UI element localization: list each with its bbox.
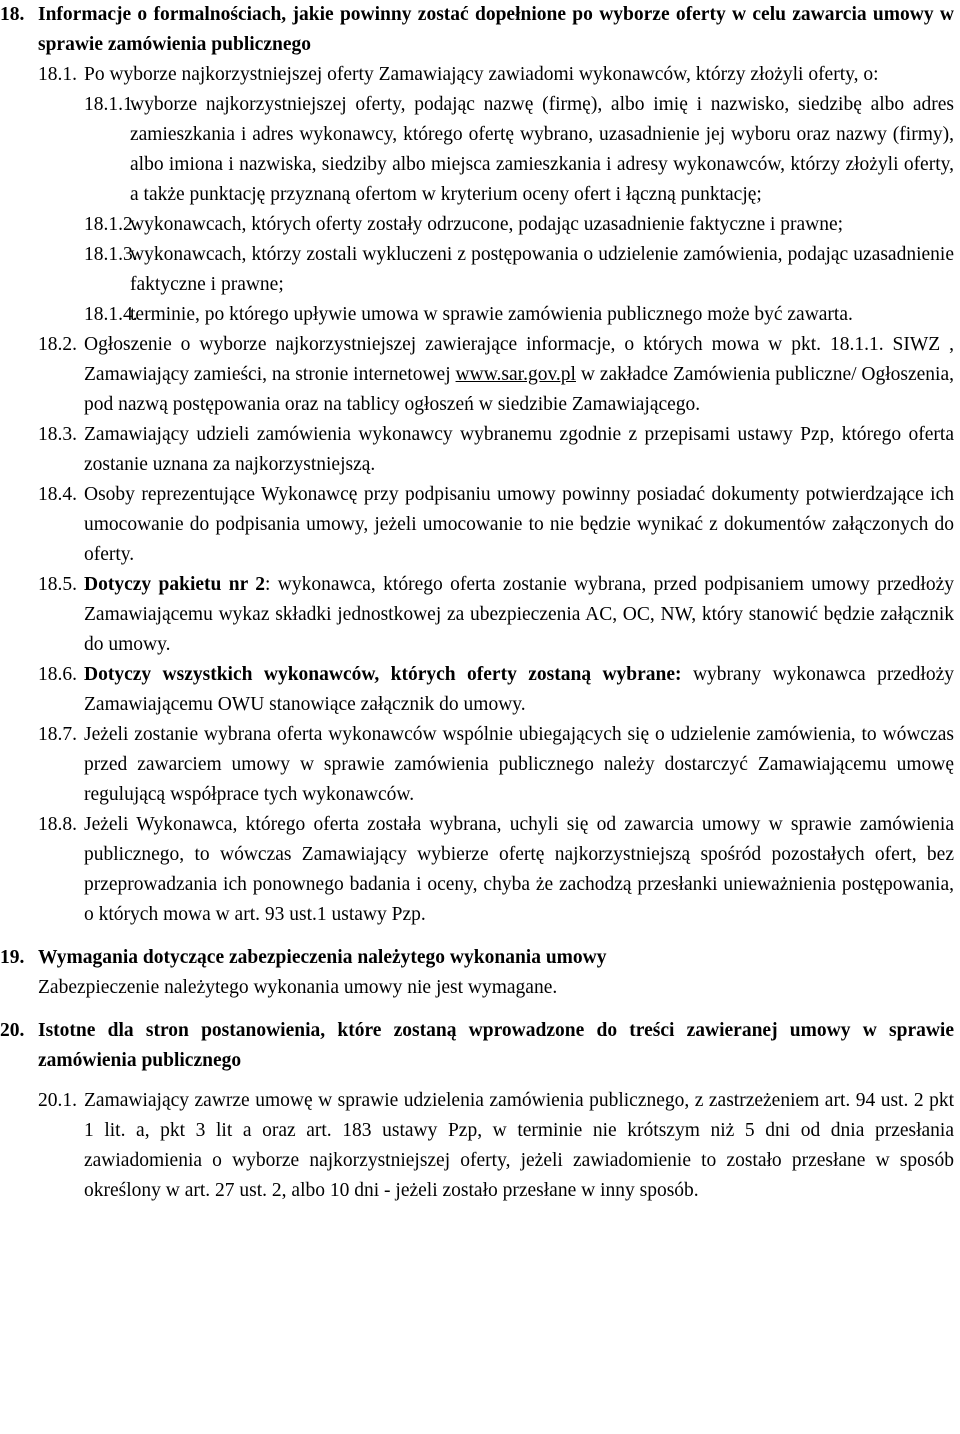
paragraph-number: 18.2. [38, 334, 77, 355]
subparagraph-18-1-4 [0, 300, 960, 330]
paragraph-number: 18.1. [38, 64, 77, 85]
paragraph-text: wybrany wykonawca przedłoży Zamawiającemu OWU stanowiące załącznik do umowy. [84, 664, 954, 715]
subparagraph-number: 18.1.3. [84, 244, 138, 265]
paragraph-number: 18.8. [38, 814, 77, 835]
subparagraph-18-1-1 [0, 90, 960, 210]
paragraph-text: Osoby reprezentujące Wykonawcę przy podpisaniu umowy powinny posiadać dokumenty potwierdzające ich umocowanie do podpisania umowy, jeżeli umocowanie to nie będzie wynikać z dokumentów załączonych do oferty. [84, 484, 954, 565]
paragraph-text: Po wyborze najkorzystniejszej oferty Zamawiający zawiadomi wykonawców, którzy złożyli oferty, o: [84, 64, 879, 85]
paragraph-18-3 [0, 420, 960, 480]
paragraph-bold-lead: Dotyczy pakietu nr 2 [84, 574, 265, 595]
paragraph-text: : wykonawca, którego oferta zostanie wybrana, przed podpisaniem umowy przedłoży Zamawiającemu wykaz składki jednostkowej za ubezpieczenia AC, OC, NW, który stanowić będzie załącznik do umowy. [84, 574, 955, 655]
website-link[interactable]: www.sar.gov.pl [455, 364, 576, 385]
paragraph-text: Zamawiający zawrze umowę w sprawie udzielenia zamówienia publicznego, z zastrzeżeniem art. 94 ust. 2 pkt 1 lit. a, pkt 3 lit a oraz art. 183 ustawy Pzp, w terminie nie krótszym niż 5 dni od dnia przesłania zawiadomienia o wyborze najkorzystniejszej oferty, jeżeli zawiadomienie to zostało przesłane w sposób określony w art. 27 ust. 2, albo 10 dni - jeżeli zostało przesłane w inny sposób. [84, 1090, 954, 1201]
subparagraph-number: 18.1.4. [84, 304, 138, 325]
subparagraph-18-1-2 [0, 210, 960, 240]
paragraph-number: 20.1. [38, 1090, 77, 1111]
paragraph-number: 18.3. [38, 424, 77, 445]
subparagraph-text: wyborze najkorzystniejszej oferty, podając nazwę (firmę), albo imię i nazwisko, siedzibę albo adres zamieszkania i adres wykonawcy, którego ofertę wybrano, uzasadnienie jej wyboru oraz nazwy (firmy), albo imiona i nazwiska, siedziby albo miejsca zamieszkania i adresy wykonawców, którzy złożyli oferty, a także punktację przyznaną ofertom w kryterium oceny ofert i łączną punktację; [130, 94, 954, 205]
paragraph-18-7 [0, 720, 960, 810]
section-19-body: Zabezpieczenie należytego wykonania umowy nie jest wymagane. [38, 977, 558, 998]
section-title: Informacje o formalnościach, jakie powinny zostać dopełnione po wyborze oferty w celu zawarcia umowy w sprawie zamówienia publicznego [38, 4, 954, 55]
section-number: 20. [0, 1020, 25, 1041]
subparagraph-18-1-3 [0, 240, 960, 300]
subparagraph-text: terminie, po którego upływie umowa w sprawie zamówienia publicznego może być zawarta. [130, 304, 853, 325]
paragraph-18-4 [0, 480, 960, 570]
paragraph-18-1 [0, 60, 960, 90]
subparagraph-number: 18.1.1. [84, 94, 138, 115]
section-19-heading [0, 943, 960, 973]
section-title: Istotne dla stron postanowienia, które zostaną wprowadzone do treści zawieranej umowy w sprawie zamówienia publicznego [38, 1020, 954, 1071]
paragraph-18-8 [0, 810, 960, 930]
paragraph-18-2 [0, 330, 960, 420]
section-20-heading [0, 1016, 960, 1076]
spacer [0, 1076, 960, 1086]
paragraph-number: 18.4. [38, 484, 77, 505]
subparagraph-text: wykonawcach, którzy zostali wykluczeni z postępowania o udzielenie zamówienia, podając uzasadnienie faktyczne i prawne; [130, 244, 954, 295]
paragraph-18-5 [0, 570, 960, 660]
section-number: 19. [0, 947, 25, 968]
paragraph-text: Ogłoszenie o wyborze najkorzystniejszej zawierające informacje, o których mowa w pkt. 18.1.1. SIWZ , Zamawiający zamieści, na stronie internetowej [84, 334, 954, 385]
spacer [0, 1003, 960, 1016]
paragraph-bold-lead: Dotyczy wszystkich wykonawców, których oferty zostaną wybrane: [84, 664, 682, 685]
section-18-heading [0, 0, 960, 60]
spacer [0, 930, 960, 943]
section-title: Wymagania dotyczące zabezpieczenia należytego wykonania umowy [38, 947, 607, 968]
paragraph-number: 18.7. [38, 724, 77, 745]
section-number: 18. [0, 4, 25, 25]
paragraph-18-6 [0, 660, 960, 720]
paragraph-number: 18.5. [38, 574, 77, 595]
paragraph-text: Zamawiający udzieli zamówienia wykonawcy wybranemu zgodnie z przepisami ustawy Pzp, którego oferta zostanie uznana za najkorzystniejszą. [84, 424, 954, 475]
paragraph-20-1 [0, 1086, 960, 1206]
paragraph-text: Jeżeli zostanie wybrana oferta wykonawców wspólnie ubiegających się o udzielenie zamówienia, to wówczas przed zawarciem umowy w sprawie zamówienia publicznego należy dostarczyć Zamawiającemu umowę regulującą współprace tych wykonawców. [84, 724, 954, 805]
paragraph-number: 18.6. [38, 664, 77, 685]
subparagraph-text: wykonawcach, których oferty zostały odrzucone, podając uzasadnienie faktyczne i prawne; [130, 214, 844, 235]
paragraph-text-continued: w zakładce Zamówienia publiczne/ Ogłoszenia, pod nazwą postępowania oraz na tablicy ogłoszeń w siedzibie Zamawiającego. [84, 364, 955, 415]
subparagraph-number: 18.1.2. [84, 214, 138, 235]
paragraph-text: Jeżeli Wykonawca, którego oferta została wybrana, uchyli się od zawarcia umowy w sprawie zamówienia publicznego, to wówczas Zamawiający wybierze ofertę najkorzystniejszą spośród pozostałych ofert, bez przeprowadzania ich ponownego badania i oceny, chyba że zachodzą przesłanki unieważnienia postępowania, o których mowa w art. 93 ust.1 ustawy Pzp. [84, 814, 954, 925]
